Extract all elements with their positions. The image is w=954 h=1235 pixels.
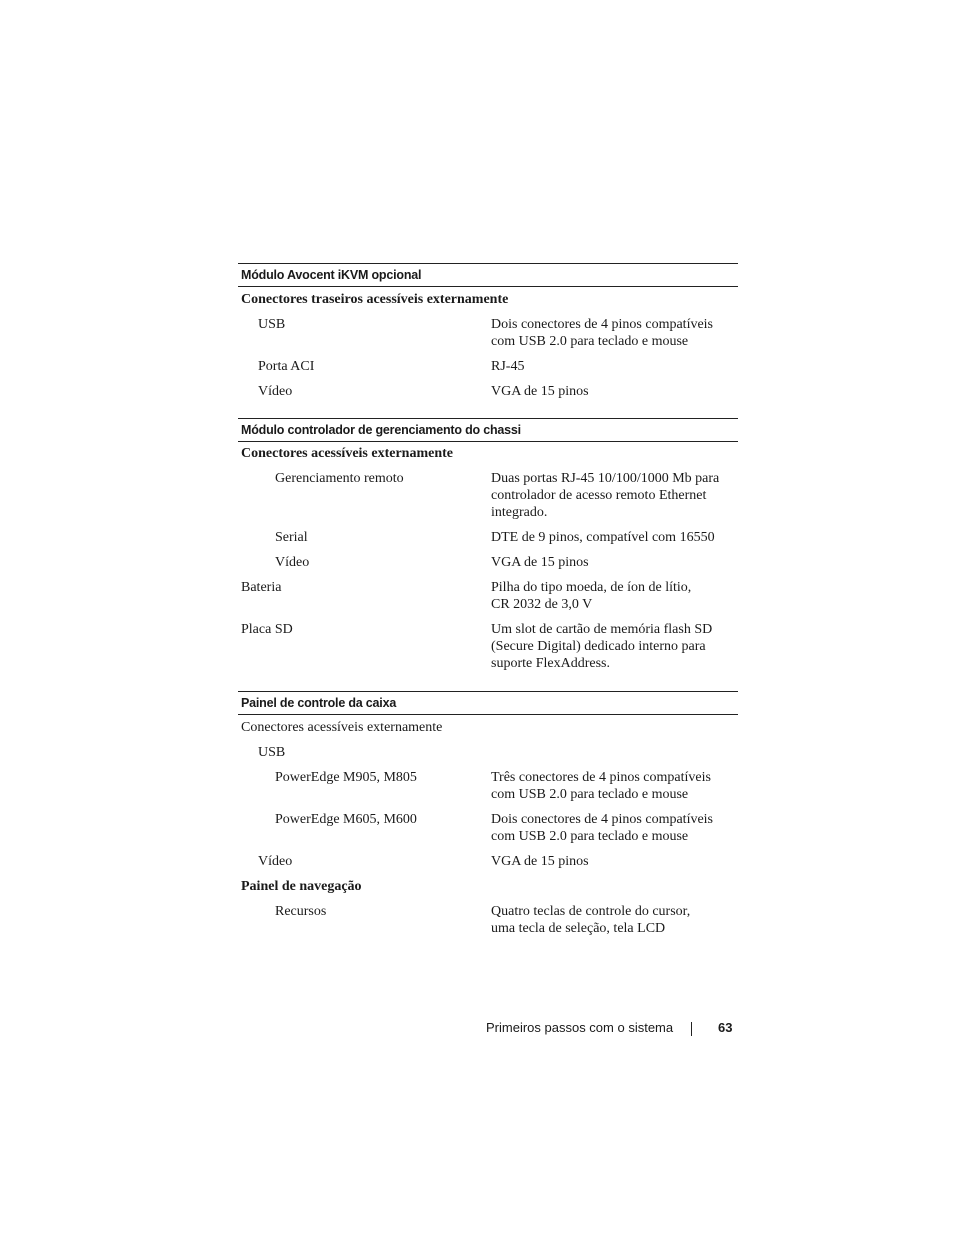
spec-value: Quatro teclas de controle do cursor, uma tecla de seleção, tela LCD [491,904,691,937]
section-title: Módulo Avocent iKVM opcional [238,263,738,287]
page-number: 63 [718,1020,733,1035]
spec-label: USB [258,317,286,332]
spec-label: Bateria [241,580,282,595]
spec-row [238,903,738,945]
spec-section-avocent-ikvm [238,263,738,408]
spec-value: RJ-45 [491,359,525,374]
spec-label: Gerenciamento remoto [275,471,404,486]
spec-row [238,744,738,769]
spec-label: Conectores traseiros acessíveis externamente [241,292,509,307]
spec-value: DTE de 9 pinos, compatível com 16550 [491,530,715,545]
spec-value: VGA de 15 pinos [491,854,589,869]
spec-label: PowerEdge M605, M600 [275,812,417,827]
spec-label: PowerEdge M905, M805 [275,770,417,785]
section-title: Módulo controlador de gerenciamento do chassi [238,418,738,442]
spec-label: USB [258,745,286,760]
spec-label: Conectores acessíveis externamente [241,720,443,735]
spec-row [238,719,738,744]
spec-label: Vídeo [258,384,293,399]
spec-label: Conectores acessíveis externamente [241,446,454,461]
spec-value: Dois conectores de 4 pinos compatíveis com USB 2.0 para teclado e mouse [491,317,714,350]
spec-row [238,358,738,383]
spec-row [238,554,738,579]
spec-value: Três conectores de 4 pinos compatíveis com USB 2.0 para teclado e mouse [491,770,711,803]
spec-row [238,769,738,811]
spec-label: Painel de navegação [241,879,362,894]
spec-row [238,291,738,316]
spec-label: Recursos [275,904,327,919]
spec-label: Porta ACI [258,359,315,374]
spec-label: Vídeo [275,555,310,570]
spec-row [238,529,738,554]
footer-divider [691,1022,692,1036]
spec-row [238,853,738,878]
spec-value: Duas portas RJ-45 10/100/1000 Mb para controlador de acesso remoto Ethernet integrado. [491,471,720,521]
spec-label: Serial [275,530,308,545]
spec-row [238,621,738,680]
spec-value: VGA de 15 pinos [491,555,589,570]
spec-value: Dois conectores de 4 pinos compatíveis com USB 2.0 para teclado e mouse [491,812,714,845]
spec-label: Vídeo [258,854,293,869]
spec-row [238,445,738,470]
spec-value: VGA de 15 pinos [491,384,589,399]
spec-row [238,878,738,903]
spec-label: Placa SD [241,622,293,637]
spec-row [238,383,738,408]
spec-section-chassis-management-controller [238,418,738,680]
spec-value: Pilha do tipo moeda, de íon de lítio, CR 2032 de 3,0 V [491,580,692,613]
spec-row [238,316,738,358]
spec-value: Um slot de cartão de memória flash SD (Secure Digital) dedicado interno para suporte FlexAddress. [491,622,713,672]
section-title: Painel de controle da caixa [238,691,738,715]
page-footer [486,1019,738,1039]
spec-row [238,811,738,853]
spec-section-enclosure-control-panel [238,691,738,945]
footer-title: Primeiros passos com o sistema [486,1020,674,1035]
spec-row [238,470,738,529]
spec-row [238,579,738,621]
